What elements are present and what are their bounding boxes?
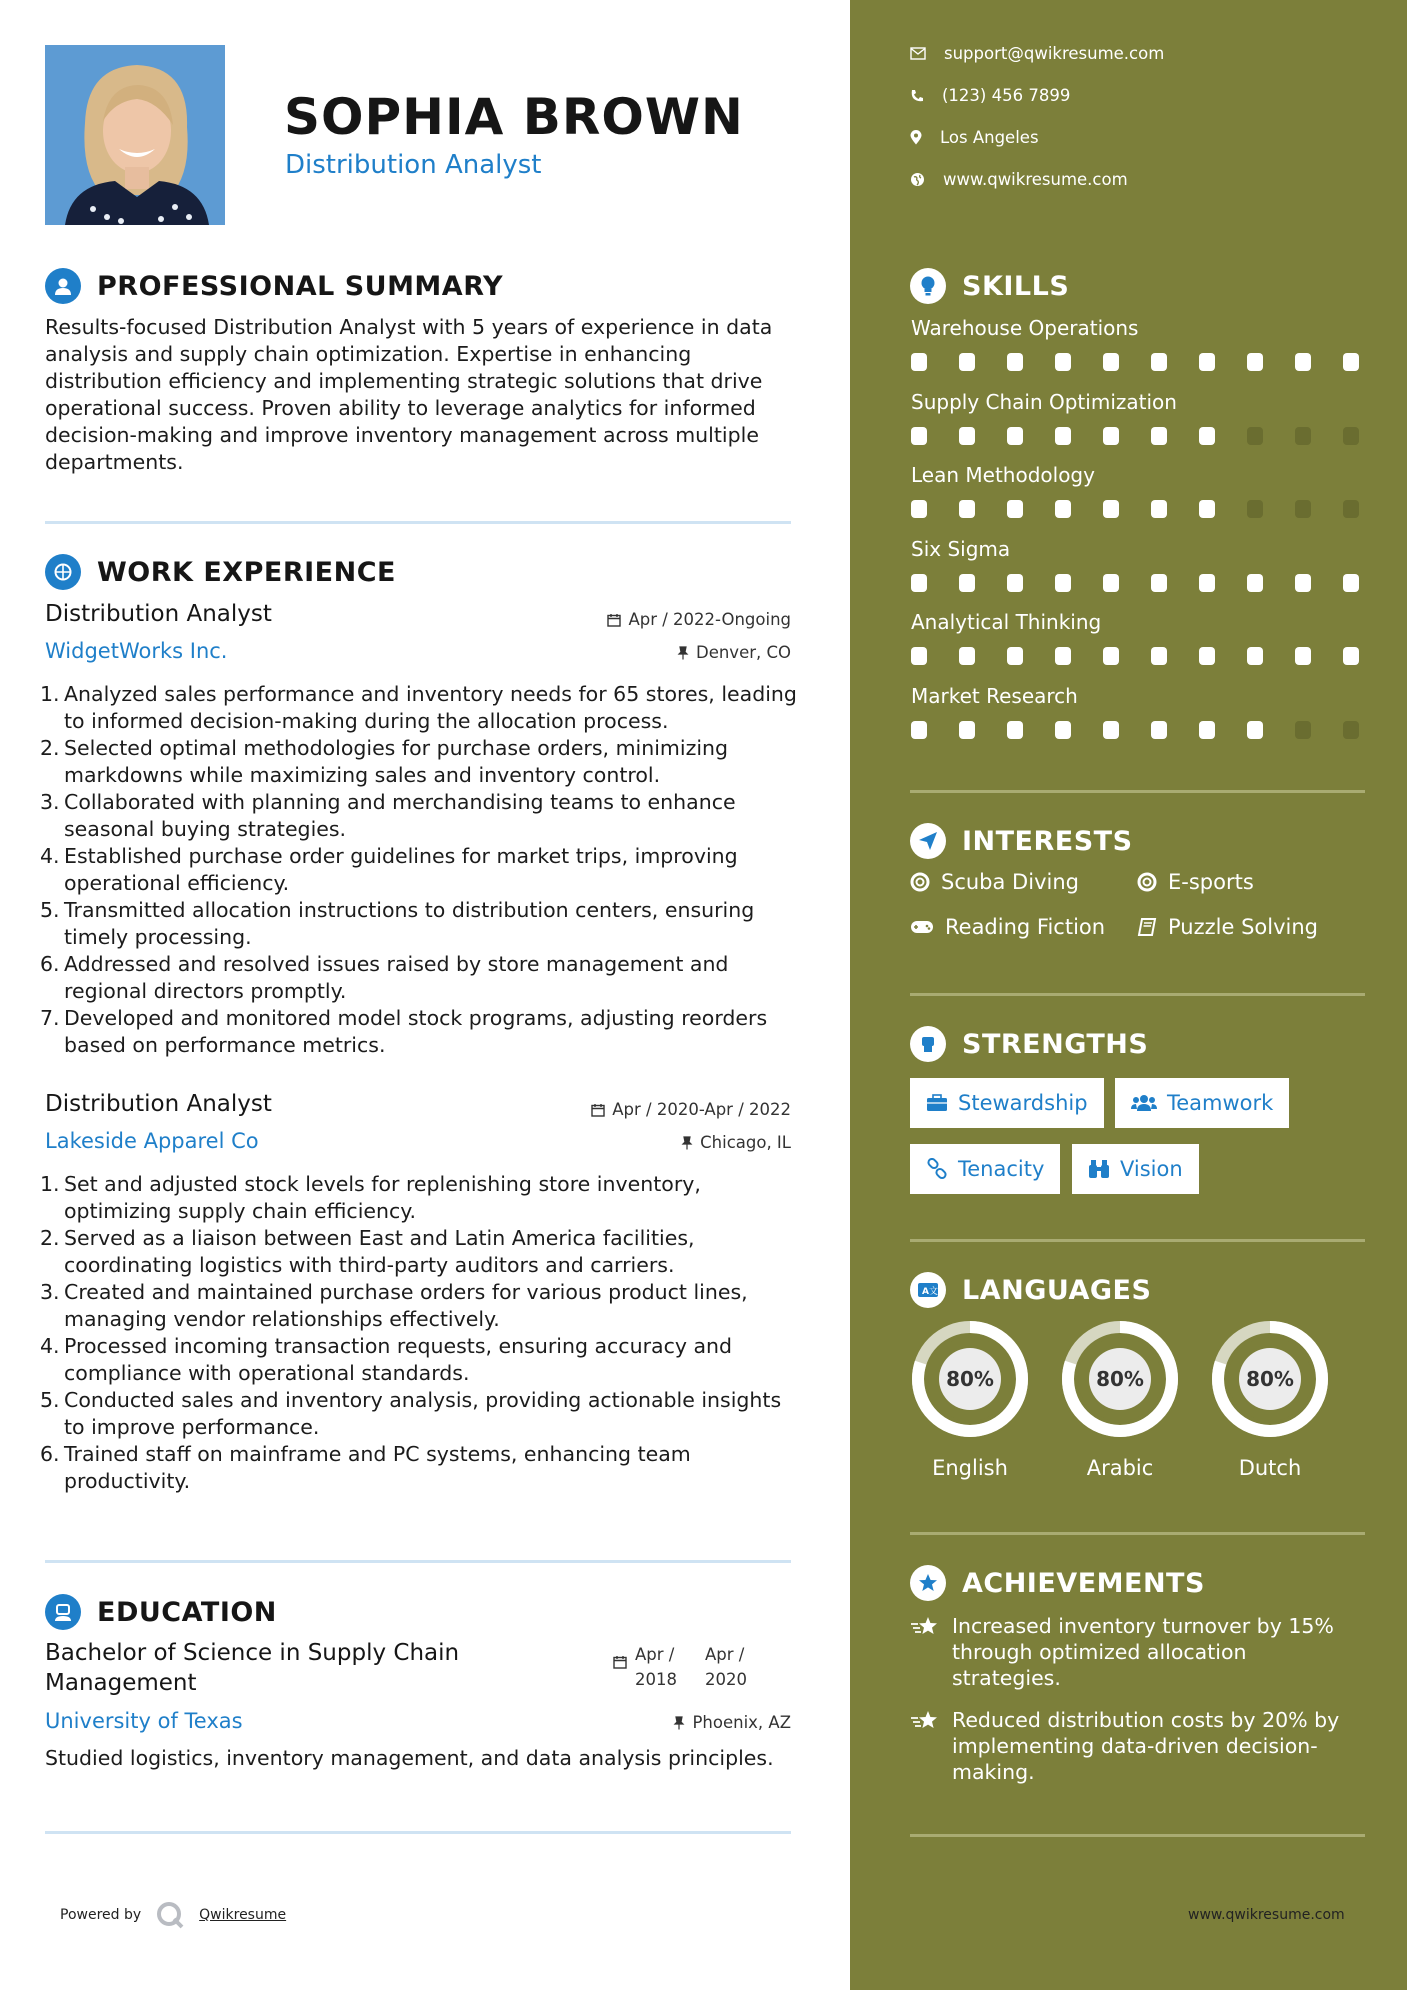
strength-label: Vision — [1120, 1157, 1183, 1181]
languages-title: LANGUAGES — [962, 1274, 1152, 1306]
language-percent: 80% — [1096, 1367, 1144, 1391]
contact-phone-text: (123) 456 7899 — [942, 86, 1071, 105]
achievement-item — [910, 1707, 1350, 1785]
job-location — [677, 643, 791, 662]
language-item — [909, 1318, 1031, 1480]
skill-name: Analytical Thinking — [911, 610, 1102, 634]
achievements-title: ACHIEVEMENTS — [962, 1567, 1205, 1599]
svg-text:A: A — [922, 1287, 929, 1297]
section-divider — [910, 790, 1365, 793]
lifebuoy-icon — [910, 872, 930, 892]
language-item — [1059, 1318, 1181, 1480]
skill-rating-dot — [1247, 647, 1263, 665]
skill-rating-dot — [1247, 721, 1263, 739]
list-item: Trained staff on mainframe and PC systems, enhancing team productivity. — [64, 1442, 691, 1493]
skill-rating-dot — [1055, 721, 1071, 739]
list-item: Set and adjusted stock levels for replenishing store inventory, optimizing supply chain efficiency. — [64, 1172, 701, 1223]
star-badge-icon — [910, 1565, 946, 1601]
skill-rating-dot — [1151, 721, 1167, 739]
strength-badge — [910, 1144, 1060, 1194]
interest-label: Puzzle Solving — [1168, 915, 1318, 939]
summary-heading — [45, 268, 503, 304]
skill-rating-dot — [1343, 427, 1359, 445]
qwikresume-logo-icon — [155, 1900, 185, 1930]
interest-label: Scuba Diving — [941, 870, 1079, 894]
powered-by-label: Powered by — [60, 1907, 142, 1923]
skill-rating-dot — [911, 647, 927, 665]
skill-rating-dot — [1247, 574, 1263, 592]
skill-rating-dot — [1199, 721, 1215, 739]
translate-icon — [910, 1272, 946, 1308]
skill-rating-dot — [1343, 574, 1359, 592]
job-location-text: Chicago, IL — [700, 1133, 791, 1152]
achievement-item — [910, 1613, 1350, 1691]
skill-name: Market Research — [911, 683, 1078, 708]
interest-item — [1137, 915, 1318, 939]
experience-title: WORK EXPERIENCE — [97, 556, 396, 588]
shooting-star-icon — [910, 1709, 940, 1733]
phone-icon — [910, 89, 924, 103]
skill-rating-dot — [1295, 500, 1311, 518]
book-icon — [1137, 917, 1157, 937]
list-item: Developed and monitored model stock programs, adjusting reorders based on performance metrics. — [64, 1006, 768, 1057]
fist-icon — [910, 1026, 946, 1062]
qwikresume-link[interactable]: Qwikresume — [199, 1907, 287, 1923]
graduate-icon — [45, 1594, 81, 1630]
language-progress-ring — [1059, 1318, 1181, 1440]
skill-rating-dot — [1103, 721, 1119, 739]
job-location-text: Denver, CO — [695, 643, 791, 662]
language-percent: 80% — [1246, 1367, 1294, 1391]
education-description: Studied logistics, inventory management, and data analysis principles. — [45, 1746, 774, 1770]
section-divider — [45, 1560, 791, 1563]
skill-rating-dot — [1103, 647, 1119, 665]
skill-name: Lean Methodology — [911, 463, 1095, 487]
strength-badge — [1072, 1144, 1199, 1194]
skill-rating-dot — [1247, 500, 1263, 518]
skill-rating-dot — [1295, 721, 1311, 739]
strength-badge — [1115, 1078, 1289, 1128]
achievements-heading — [910, 1565, 1205, 1601]
strengths-title: STRENGTHS — [962, 1028, 1149, 1060]
skill-rating-dot — [1343, 500, 1359, 518]
education-heading — [45, 1594, 277, 1630]
contact-email — [910, 44, 1164, 63]
lifebuoy-icon — [1137, 872, 1157, 892]
skill-rating-dot — [1343, 647, 1359, 665]
skill-rating-dot — [1007, 427, 1023, 445]
achievement-text: Increased inventory turnover by 15% through optimized allocation strategies. — [952, 1614, 1334, 1690]
list-item: Selected optimal methodologies for purchase orders, minimizing markdowns while maximizing sales and inventory control. — [64, 736, 729, 787]
candidate-role: Distribution Analyst — [285, 150, 542, 180]
skill-rating-dot — [1151, 647, 1167, 665]
skill-rating-dot — [1055, 427, 1071, 445]
skill-rating — [911, 500, 1365, 518]
strengths-heading — [910, 1026, 1148, 1062]
section-divider — [910, 1532, 1365, 1535]
list-item: Analyzed sales performance and inventory needs for 65 stores, leading to informed decision-making during the allocation process. — [64, 682, 797, 733]
skills-heading — [910, 268, 1069, 304]
interest-item — [1137, 870, 1254, 894]
skill-rating-dot — [1103, 574, 1119, 592]
list-item: Addressed and resolved issues raised by store management and regional directors promptly. — [64, 952, 729, 1003]
list-item: Transmitted allocation instructions to distribution centers, ensuring timely processing. — [64, 898, 755, 949]
skill-rating-dot — [1199, 500, 1215, 518]
strength-label: Teamwork — [1167, 1091, 1274, 1115]
skill-rating-dot — [1055, 500, 1071, 518]
map-marker-icon — [910, 130, 922, 145]
section-divider — [910, 1834, 1365, 1837]
interest-label: E-sports — [1168, 870, 1254, 894]
shooting-star-icon — [910, 1615, 940, 1639]
languages-heading — [910, 1272, 1151, 1308]
profile-photo — [45, 45, 225, 225]
job-date-text: Apr / 2020-Apr / 2022 — [612, 1100, 791, 1119]
language-item — [1209, 1318, 1331, 1480]
contact-location-text: Los Angeles — [940, 128, 1039, 147]
skill-name: Warehouse Operations — [911, 316, 1139, 340]
skill-rating — [911, 647, 1365, 665]
edu-end-year: 2020 — [705, 1670, 747, 1689]
user-icon — [45, 268, 81, 304]
contact-email-text[interactable]: support@qwikresume.com — [944, 44, 1165, 63]
skill-rating-dot — [1103, 500, 1119, 518]
skill-rating-dot — [1007, 353, 1023, 371]
language-name: English — [932, 1456, 1008, 1480]
strength-label: Tenacity — [958, 1157, 1045, 1181]
language-name: Dutch — [1238, 1456, 1302, 1480]
strength-label: Stewardship — [958, 1091, 1088, 1115]
section-divider — [910, 1239, 1365, 1242]
edu-start-year: 2018 — [635, 1670, 677, 1689]
skill-rating-dot — [1295, 353, 1311, 371]
skill-rating-dot — [1199, 647, 1215, 665]
svg-text:文: 文 — [929, 1287, 939, 1297]
school-name: University of Texas — [45, 1709, 243, 1733]
degree-title: Bachelor of Science in Supply Chain Management — [45, 1640, 460, 1696]
footer-powered-by — [60, 1900, 286, 1930]
interest-item — [910, 915, 1105, 939]
section-divider — [45, 1831, 791, 1834]
skill-rating-dot — [1295, 574, 1311, 592]
section-divider — [45, 521, 791, 524]
edu-start-month: Apr / — [635, 1645, 675, 1664]
contact-website-text[interactable]: www.qwikresume.com — [943, 170, 1128, 189]
list-item: Created and maintained purchase orders for various product lines, managing vendor relationships effectively. — [64, 1280, 748, 1331]
skill-rating-dot — [1247, 353, 1263, 371]
skill-rating — [911, 427, 1365, 445]
skill-rating-dot — [1295, 647, 1311, 665]
section-divider — [910, 993, 1365, 996]
skill-rating-dot — [911, 721, 927, 739]
skill-rating — [911, 721, 1365, 739]
achievement-text: Reduced distribution costs by 20% by implementing data-driven decision-making. — [952, 1708, 1340, 1784]
envelope-icon — [910, 47, 926, 60]
globe-icon — [910, 172, 925, 187]
skill-rating-dot — [1007, 721, 1023, 739]
skill-rating-dot — [959, 647, 975, 665]
skills-title: SKILLS — [962, 270, 1070, 302]
list-item: Served as a liaison between East and Latin America facilities, coordinating logistics with third-party auditors and carriers. — [64, 1226, 695, 1277]
contact-phone — [910, 86, 1070, 105]
list-item: Established purchase order guidelines for market trips, improving operational efficiency. — [64, 844, 738, 895]
calendar-icon — [591, 1103, 605, 1117]
job-title: Distribution Analyst — [45, 601, 272, 627]
contact-website — [910, 170, 1128, 189]
job-bullets — [40, 1171, 800, 1495]
experience-heading — [45, 554, 396, 590]
job-title: Distribution Analyst — [45, 1091, 272, 1117]
language-progress-ring — [1209, 1318, 1331, 1440]
language-percent: 80% — [946, 1367, 994, 1391]
strength-badge — [910, 1078, 1104, 1128]
link-icon — [926, 1158, 948, 1180]
education-location — [673, 1713, 791, 1732]
pin-icon — [681, 1136, 693, 1150]
skill-rating-dot — [1055, 574, 1071, 592]
language-progress-ring — [909, 1318, 1031, 1440]
users-icon — [1131, 1094, 1157, 1112]
interests-heading — [910, 823, 1133, 859]
skill-rating-dot — [1199, 353, 1215, 371]
company-name: Lakeside Apparel Co — [45, 1129, 259, 1153]
skill-rating-dot — [1007, 500, 1023, 518]
skill-name: Supply Chain Optimization — [911, 389, 1177, 414]
interest-label: Reading Fiction — [945, 915, 1106, 939]
calendar-icon — [613, 1655, 627, 1669]
skill-name: Six Sigma — [911, 536, 1011, 561]
education-location-text: Phoenix, AZ — [692, 1713, 791, 1732]
skill-rating-dot — [1343, 353, 1359, 371]
summary-title: PROFESSIONAL SUMMARY — [97, 270, 504, 302]
skill-rating-dot — [1103, 353, 1119, 371]
education-dates — [613, 1642, 767, 1692]
skill-rating-dot — [1199, 427, 1215, 445]
edu-end-month: Apr / — [705, 1645, 745, 1664]
skill-rating-dot — [1007, 574, 1023, 592]
lightbulb-icon — [910, 268, 946, 304]
binoculars-icon — [1088, 1159, 1110, 1179]
contact-location — [910, 128, 1039, 147]
skill-rating-dot — [1151, 500, 1167, 518]
skill-rating-dot — [1151, 353, 1167, 371]
gamepad-icon — [910, 919, 934, 935]
skill-rating-dot — [1103, 427, 1119, 445]
footer-site[interactable]: www.qwikresume.com — [1188, 1907, 1345, 1923]
list-item: Collaborated with planning and merchandising teams to enhance seasonal buying strategies. — [64, 790, 736, 841]
briefcase-globe-icon — [45, 554, 81, 590]
job-date — [607, 610, 791, 629]
education-title: EDUCATION — [97, 1596, 277, 1628]
skill-rating — [911, 353, 1365, 371]
skill-rating-dot — [1007, 647, 1023, 665]
skill-rating-dot — [1151, 427, 1167, 445]
language-name: Arabic — [1086, 1456, 1154, 1480]
pin-icon — [673, 1716, 685, 1730]
interests-title: INTERESTS — [962, 825, 1133, 857]
summary-text: Results-focused Distribution Analyst with 5 years of experience in data analysis and supply chain optimization. Expertise in enhancing distribution efficiency and implementing strategic solutions that drive operational success. Proven ability to leverage analytics for informed decision-making and improve inventory management across multiple departments. — [45, 315, 773, 474]
skill-rating — [911, 574, 1365, 592]
list-item: Conducted sales and inventory analysis, providing actionable insights to improve performance. — [64, 1388, 782, 1439]
skill-rating-dot — [911, 500, 927, 518]
skill-rating-dot — [959, 353, 975, 371]
list-item: Processed incoming transaction requests, ensuring accuracy and compliance with operational standards. — [64, 1334, 733, 1385]
job-bullets — [40, 681, 800, 1059]
skill-rating-dot — [959, 574, 975, 592]
skill-rating-dot — [911, 427, 927, 445]
briefcase-icon — [926, 1094, 948, 1112]
skill-rating-dot — [959, 427, 975, 445]
job-date-text: Apr / 2022-Ongoing — [628, 610, 791, 629]
skill-rating-dot — [1151, 574, 1167, 592]
company-name: WidgetWorks Inc. — [45, 639, 228, 663]
skill-rating-dot — [1295, 427, 1311, 445]
skill-rating-dot — [1055, 353, 1071, 371]
interest-item — [910, 870, 1079, 894]
job-location — [681, 1133, 791, 1152]
skill-rating-dot — [911, 574, 927, 592]
skill-rating-dot — [1199, 574, 1215, 592]
skill-rating-dot — [911, 353, 927, 371]
skill-rating-dot — [959, 500, 975, 518]
skill-rating-dot — [1343, 721, 1359, 739]
paper-plane-icon — [910, 823, 946, 859]
pin-icon — [677, 646, 689, 660]
job-date — [591, 1100, 791, 1119]
skill-rating-dot — [1247, 427, 1263, 445]
skill-rating-dot — [1055, 647, 1071, 665]
skill-rating-dot — [959, 721, 975, 739]
calendar-icon — [607, 613, 621, 627]
candidate-name: SOPHIA BROWN — [284, 88, 744, 146]
